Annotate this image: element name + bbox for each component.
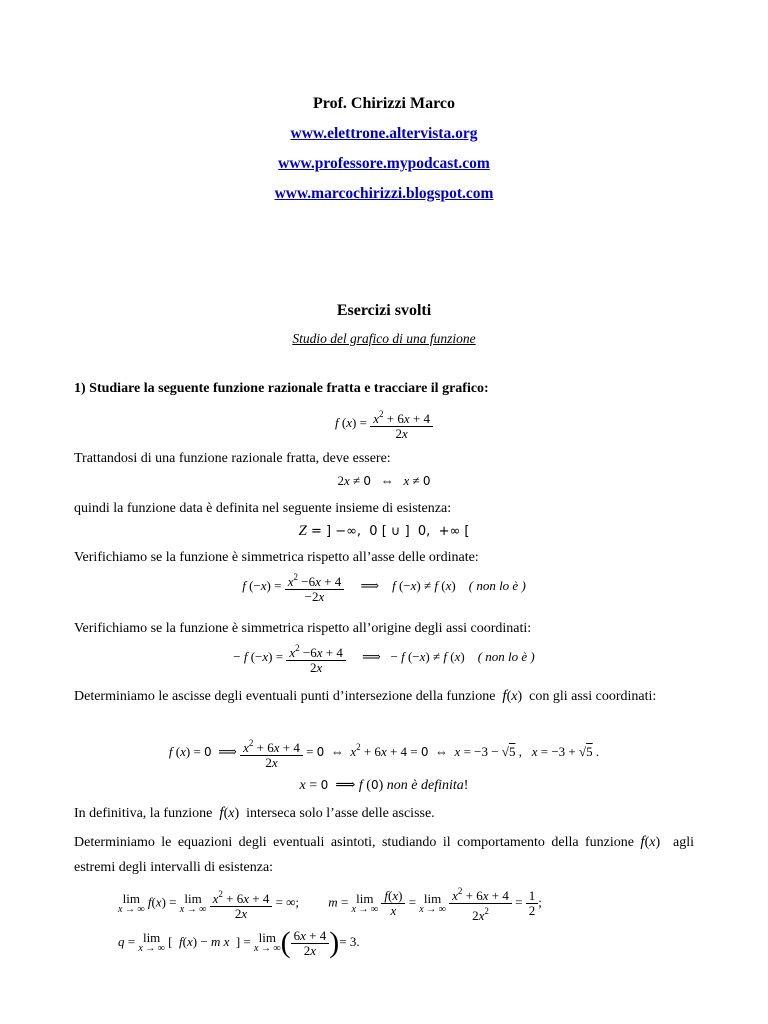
paragraph-asymptotes: Determiniamo le equazioni degli eventuali asintoti, studiando il comportamento della funzione f(x) agli estremi degli intervalli di esistenza: — [74, 834, 695, 875]
not-symmetric-note-2: ( non lo è ) — [477, 648, 535, 664]
paragraph-domain-condition: Trattandosi di una funzione razionale fratta, deve essere: — [74, 451, 391, 466]
undefined-note: non è definita — [386, 778, 464, 793]
equation-domain-set: Z = ] −∞, 0 [ ∪ ] 0, +∞ [ — [298, 523, 470, 539]
paragraph-even-symmetry: Verifichiamo se la funzione è simmetrica rispetto all’asse delle ordinate: — [74, 550, 479, 565]
conclusion-text-b: interseca solo l’asse delle ascisse. — [246, 806, 435, 821]
author-name: Prof. Chirizzi Marco — [312, 95, 456, 112]
asymptotes-text-b: agli estremi degli intervalli di esistenza: — [74, 835, 695, 875]
section-title: Esercizi svolti — [336, 302, 432, 319]
intersections-text-a: Determiniamo le ascisse degli eventuali punti d’intersezione della funzione — [74, 689, 496, 704]
header-link-1-wrapper — [0, 125, 768, 143]
equation-function-definition: f (x) = $\frac{x^2 + 6x + 4}{2x}$ — [0, 407, 768, 441]
conclusion-text-a: In definitiva, la funzione — [74, 806, 213, 821]
website-link-podcast[interactable]: www.professore.mypodcast.com — [278, 155, 490, 172]
asymptotes-text-a: Determiniamo le equazioni degli eventuali asintoti, studiando il comportamento della funzione — [74, 835, 634, 850]
equation-odd-symmetry: − f (−x) = $\frac{x^2 -6x + 4}{2x}$ ⟹ − f (−x) ≠ f (x) ( non lo è ) — [233, 643, 535, 675]
exercise-heading: 1) Studiare la seguente funzione razionale fratta e tracciare il grafico: — [74, 381, 489, 396]
paragraph-conclusion: In definitiva, la funzione f(x) interseca solo l’asse delle ascisse. — [74, 805, 435, 821]
section-subtitle: Studio del grafico di una funzione — [292, 331, 476, 346]
equation-y-intercept: x = 0 ⟹ f (0) non è definita! — [299, 778, 469, 793]
paragraph-domain-set: quindi la funzione data è definita nel seguente insieme di esistenza: — [74, 501, 452, 516]
header-link-3-wrapper — [0, 185, 768, 203]
equation-x-intercepts: f (x) = 0 ⟹ $\frac{x^2 + 6x + 4}{2x}$ = 0 ⇔ $x^2 + 6x + 4 = 0$ ⇔ x = −3 − √5 , x = −3 + √5 . — [168, 738, 600, 770]
equation-limit-intercept: q = lim x → ∞ [ f(x) − m x ] = lim x → ∞ ( $\frac{6x + 4}{2x}$ )= 3. — [118, 926, 360, 959]
paragraph-odd-symmetry: Verifichiamo se la funzione è simmetrica rispetto all’origine degli assi coordinati: — [74, 621, 532, 636]
equation-domain-condition: 2x ≠ 0 ⇔ x ≠ 0 — [337, 473, 431, 488]
paragraph-intersections: Determiniamo le ascisse degli eventuali punti d’intersezione della funzione f(x) con gli assi coordinati: — [74, 688, 657, 704]
website-link-elettrone[interactable]: www.elettrone.altervista.org — [290, 125, 478, 142]
intersections-text-b: con gli assi coordinati: — [529, 689, 657, 704]
equation-even-symmetry: f (−x) = $\frac{x^2 -6x + 4}{-2x}$ ⟹ f (−x) ≠ f (x) ( non lo è ) — [242, 572, 526, 604]
section-subtitle-wrapper — [0, 330, 768, 348]
equation-limits-oblique: lim x → ∞ f(x) = lim x → ∞ $\frac{x^2 + 6x + 4}{2x}$ = ∞; m = lim x → ∞ $\frac{f(x)}{x}$ = lim x → ∞ $\frac{x^2 + 6x + 4}{2x^2}$ = $\frac{1}{2}$ ; — [118, 886, 542, 923]
website-link-blog[interactable]: www.marcochirizzi.blogspot.com — [274, 185, 494, 202]
not-symmetric-note-1: ( non lo è ) — [468, 577, 526, 593]
header-link-2-wrapper — [0, 155, 768, 173]
